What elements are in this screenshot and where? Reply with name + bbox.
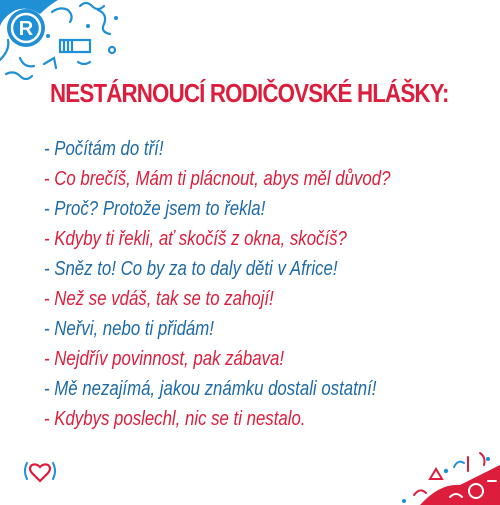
list-item: - Neřvi, nebo ti přidám! <box>44 318 214 340</box>
list-item: - Počítám do tří! <box>44 138 164 160</box>
list-item: - Kdybys poslechl, nic se ti nestalo. <box>44 408 306 430</box>
list-item: - Sněz to! Co by za to daly děti v Africe! <box>44 258 338 280</box>
list-item: - Mě nezajímá, jakou známku dostali ostatní! <box>44 378 377 400</box>
list-item: - Proč? Protože jsem to řekla! <box>44 198 266 220</box>
list-item: - Než se vdáš, tak se to zahojí! <box>44 288 274 310</box>
music-doodle-icon <box>390 445 500 505</box>
heart-signal-icon <box>22 457 58 487</box>
list-item: - Co brečíš, Mám ti plácnout, abys měl důvod? <box>44 168 391 190</box>
list-item: - Kdyby ti řekli, ať skočíš z okna, skočíš? <box>44 228 347 250</box>
page-title: NESTÁRNOUCÍ RODIČOVSKÉ HLÁŠKY: <box>50 78 449 108</box>
list-item: - Nejdřív povinnost, pak zábava! <box>44 348 284 370</box>
radio-logo-doodle-icon <box>0 0 130 90</box>
logo-letter: R <box>18 18 34 40</box>
quote-list <box>44 134 494 434</box>
